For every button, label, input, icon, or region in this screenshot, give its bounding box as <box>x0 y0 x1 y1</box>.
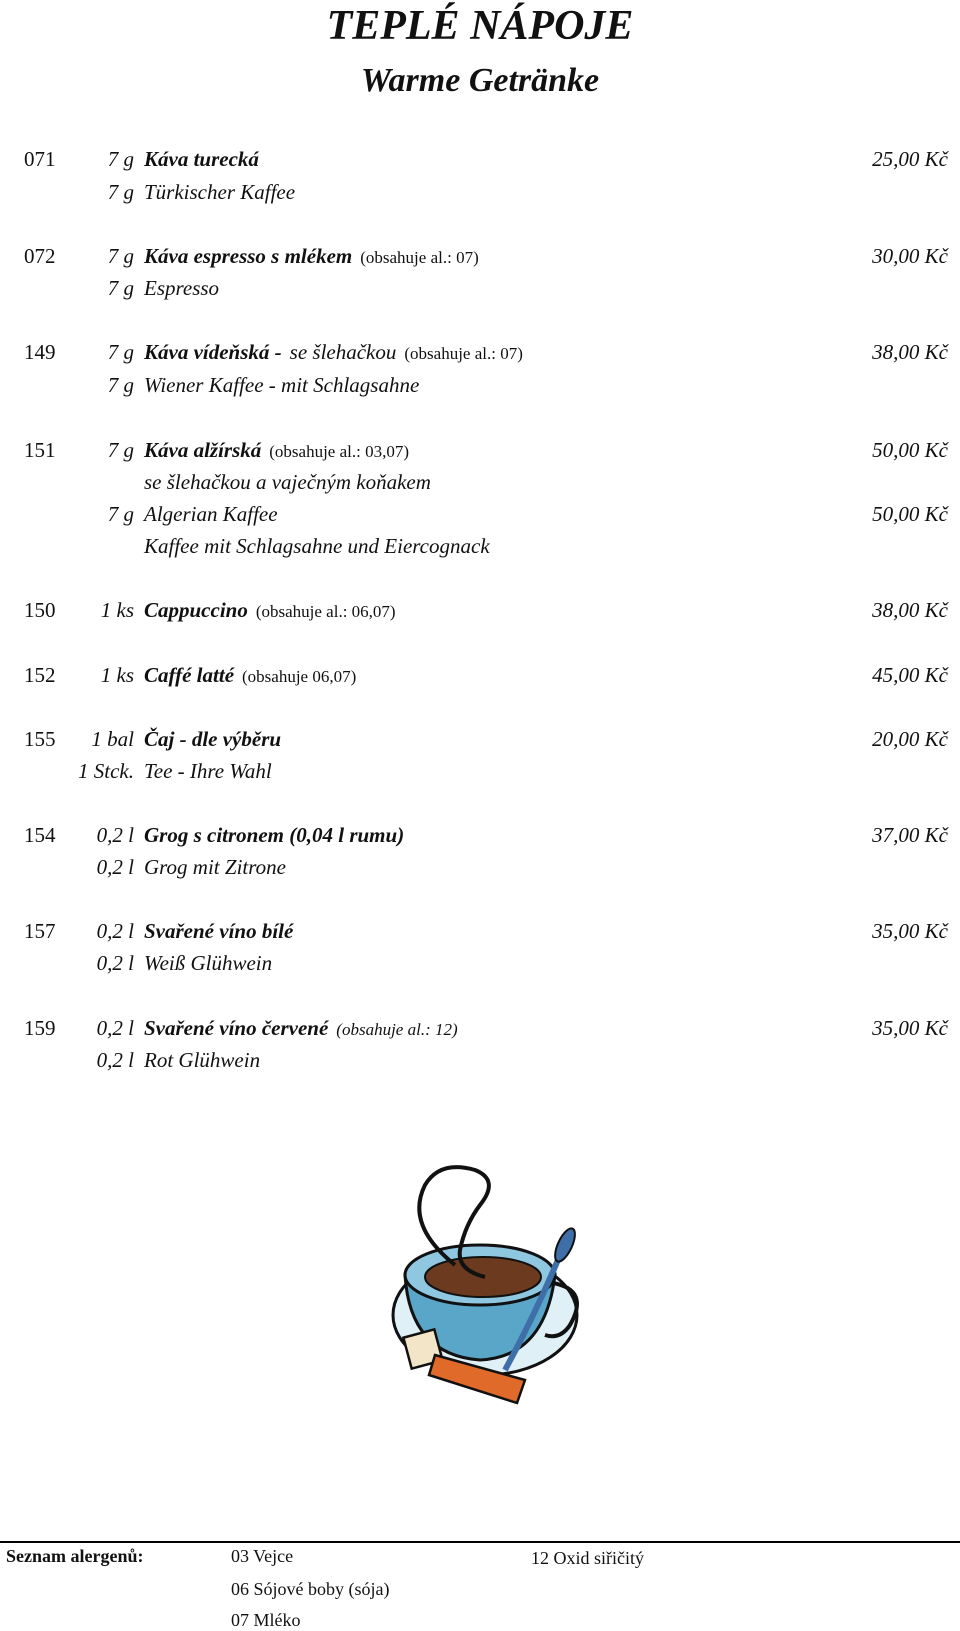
allergen-item: 12 Oxid siřičitý <box>531 1548 644 1568</box>
item-name <box>144 244 479 269</box>
sub-quantity: 0,2 l <box>96 1048 134 1072</box>
item-code: 072 <box>24 244 56 268</box>
item-price: 37,00 Kč <box>872 823 948 847</box>
item-name <box>144 598 396 623</box>
page-title: TEPLÉ NÁPOJE <box>326 3 634 49</box>
sub-price: 50,00 Kč <box>872 502 948 526</box>
sub-text: Weiß Glühwein <box>144 951 273 975</box>
item-name-text: Grog s citronem (0,04 l rumu) <box>144 823 405 847</box>
menu-item-subline <box>0 1048 960 1080</box>
item-name-text: Káva alžírská <box>144 438 262 462</box>
menu-item-subline <box>0 470 960 502</box>
item-quantity: 1 bal <box>91 727 134 751</box>
sub-quantity: 7 g <box>107 502 134 526</box>
allergen-note: (obsahuje al.: 06,07) <box>255 602 396 621</box>
item-name-text: Káva espresso s mlékem <box>144 244 353 268</box>
item-quantity: 0,2 l <box>96 1016 134 1040</box>
allergen-note: (obsahuje 06,07) <box>242 667 357 686</box>
allergen-item: 07 Mléko <box>231 1610 301 1630</box>
allergen-note: (obsahuje al.: 03,07) <box>269 442 410 461</box>
item-code: 154 <box>24 823 56 847</box>
item-price: 38,00 Kč <box>872 340 948 364</box>
allergen-note: (obsahuje al.: 07) <box>360 248 479 267</box>
item-code: 157 <box>24 919 56 943</box>
item-name-text: Čaj - dle výběru <box>144 727 282 751</box>
sub-quantity: 7 g <box>107 180 134 204</box>
item-code: 152 <box>24 663 56 687</box>
menu-item <box>0 147 960 179</box>
item-price: 35,00 Kč <box>872 919 948 943</box>
sub-quantity: 7 g <box>107 373 134 397</box>
item-name-text: Káva vídeňská - <box>144 340 282 364</box>
coffee-cup-illustration <box>385 1165 585 1410</box>
item-name <box>144 919 293 944</box>
item-name <box>144 340 523 365</box>
item-quantity: 1 ks <box>100 598 134 622</box>
menu-item-subline <box>0 855 960 887</box>
menu-item <box>0 438 960 470</box>
sub-text: se šlehačkou a vaječným koňakem <box>144 470 431 494</box>
item-price: 35,00 Kč <box>872 1016 948 1040</box>
allergen-list-label: Seznam alergenů: <box>6 1546 144 1566</box>
item-name-text: Káva turecká <box>144 147 259 171</box>
item-name <box>144 663 356 688</box>
menu-item-subline <box>0 502 960 534</box>
sub-text: Kaffee mit Schlagsahne und Eiercognack <box>144 534 490 558</box>
sub-text: Türkischer Kaffee <box>144 180 296 204</box>
sub-text: Wiener Kaffee - mit Schlagsahne <box>144 373 420 397</box>
sub-quantity: 7 g <box>107 276 134 300</box>
sub-text: Grog mit Zitrone <box>144 855 286 879</box>
sub-text: Rot Glühwein <box>144 1048 261 1072</box>
item-name-extra: se šlehačkou <box>289 340 397 364</box>
menu-item <box>0 1016 960 1048</box>
item-quantity: 1 ks <box>100 663 134 687</box>
item-name-text: Cappuccino <box>144 598 248 622</box>
item-price: 25,00 Kč <box>872 147 948 171</box>
item-quantity: 7 g <box>107 244 134 268</box>
allergen-note: (obsahuje al.: 07) <box>404 344 523 363</box>
allergen-item: 06 Sójové boby (sója) <box>231 1579 390 1599</box>
menu-item-subline <box>0 759 960 791</box>
item-price: 50,00 Kč <box>872 438 948 462</box>
sub-text: Espresso <box>144 276 220 300</box>
item-price: 30,00 Kč <box>872 244 948 268</box>
menu-item-subline <box>0 276 960 308</box>
sub-text: Tee - Ihre Wahl <box>144 759 272 783</box>
item-quantity: 0,2 l <box>96 919 134 943</box>
menu-item <box>0 598 960 630</box>
item-quantity: 7 g <box>107 438 134 462</box>
item-name <box>144 147 259 172</box>
menu-item-subline <box>0 180 960 212</box>
item-code: 159 <box>24 1016 56 1040</box>
menu-item <box>0 919 960 951</box>
menu-item-subline <box>0 373 960 405</box>
item-name-text: Caffé latté <box>144 663 235 687</box>
item-price: 20,00 Kč <box>872 727 948 751</box>
item-name <box>144 727 281 752</box>
item-name-text: Svařené víno bílé <box>144 919 294 943</box>
allergen-note: (obsahuje al.: 12) <box>336 1020 458 1039</box>
sub-quantity: 1 Stck. <box>78 759 134 783</box>
item-code: 155 <box>24 727 56 751</box>
item-price: 45,00 Kč <box>872 663 948 687</box>
item-code: 151 <box>24 438 56 462</box>
menu-item <box>0 727 960 759</box>
item-name-text: Svařené víno červené <box>144 1016 329 1040</box>
sub-quantity: 0,2 l <box>96 951 134 975</box>
menu-item <box>0 663 960 695</box>
page-subtitle: Warme Getränke <box>360 62 600 99</box>
item-name <box>144 1016 458 1041</box>
footer-rule <box>0 1541 960 1543</box>
sub-quantity: 0,2 l <box>96 855 134 879</box>
item-quantity: 7 g <box>107 340 134 364</box>
item-price: 38,00 Kč <box>872 598 948 622</box>
menu-item <box>0 823 960 855</box>
menu-item <box>0 244 960 276</box>
item-code: 071 <box>24 147 56 171</box>
item-name <box>144 438 409 463</box>
sub-text: Algerian Kaffee <box>144 502 278 526</box>
item-quantity: 0,2 l <box>96 823 134 847</box>
allergen-item: 03 Vejce <box>231 1546 294 1566</box>
item-code: 150 <box>24 598 56 622</box>
item-quantity: 7 g <box>107 147 134 171</box>
item-code: 149 <box>24 340 56 364</box>
menu-item <box>0 340 960 372</box>
item-name <box>144 823 404 848</box>
menu-item-subline <box>0 951 960 983</box>
menu-item-subline <box>0 534 960 566</box>
